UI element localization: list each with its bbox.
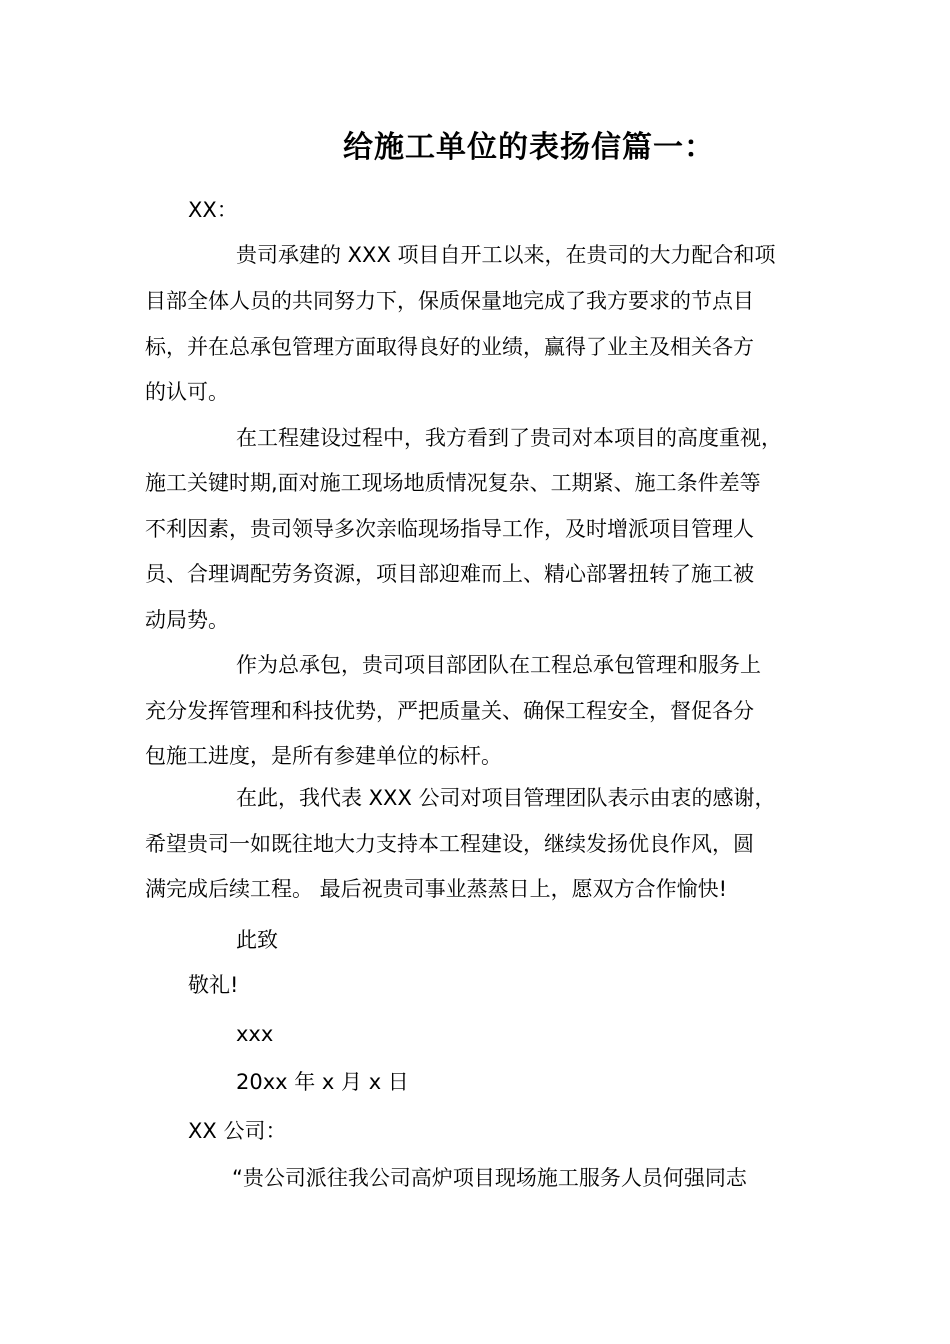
paragraph-3-line-3: 包施工进度，是所有参建单位的标杆。	[145, 744, 502, 768]
paragraph-2-line-1: 在工程建设过程中，我方看到了贵司对本项目的高度重视，	[236, 426, 782, 450]
paragraph-3-line-1: 作为总承包，贵司项目部团队在工程总承包管理和服务上	[236, 653, 761, 677]
second-letter-salutation: XX 公司：	[188, 1119, 287, 1143]
second-letter-first-line: “贵公司派往我公司高炉项目现场施工服务人员何强同志	[232, 1166, 747, 1190]
closing-text: 此致	[236, 928, 278, 952]
paragraph-4-line-3: 满完成后续工程。 最后祝贵司事业蒸蒸日上，愿双方合作愉快!	[145, 877, 728, 901]
signer-name: xxx	[236, 1022, 274, 1046]
paragraph-1-line-2: 目部全体人员的共同努力下，保质保量地完成了我方要求的节点目	[145, 289, 754, 313]
paragraph-4-line-2: 希望贵司一如既往地大力支持本工程建设，继续发扬优良作风，圆	[145, 832, 754, 856]
letter-date: 20xx 年 x 月 x 日	[236, 1070, 409, 1094]
paragraph-2-line-2: 施工关键时期,面对施工现场地质情况复杂、工期紧、施工条件差等	[145, 471, 761, 495]
paragraph-1-line-1: 贵司承建的 XXX 项目自开工以来，在贵司的大力配合和项	[236, 243, 776, 267]
paragraph-1-line-4: 的认可。	[145, 380, 229, 404]
regards-text: 敬礼!	[188, 973, 239, 997]
paragraph-2-line-4: 员、合理调配劳务资源，项目部迎难而上、精心部署扭转了施工被	[145, 562, 754, 586]
paragraph-2-line-3: 不利因素，贵司领导多次亲临现场指导工作，及时增派项目管理人	[145, 517, 754, 541]
salutation: XX：	[188, 198, 238, 222]
paragraph-3-line-2: 充分发挥管理和科技优势，严把质量关、确保工程安全，督促各分	[145, 699, 754, 723]
document-title: 给施工单位的表扬信篇一：	[343, 130, 715, 165]
paragraph-2-line-5: 动局势。	[145, 608, 229, 632]
paragraph-4-line-1: 在此，我代表 XXX 公司对项目管理团队表示由衷的感谢，	[236, 786, 776, 810]
paragraph-1-line-3: 标，并在总承包管理方面取得良好的业绩，赢得了业主及相关各方	[145, 335, 754, 359]
